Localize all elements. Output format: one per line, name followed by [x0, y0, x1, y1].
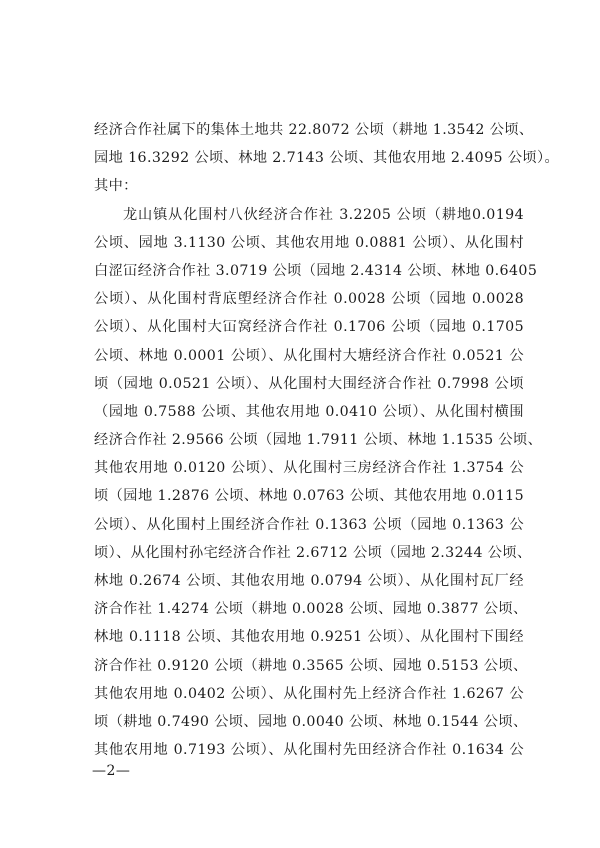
- text-line: 公顷、林地 0.0001 公顷）、从化围村大塘经济合作社 0.0521 公: [94, 347, 524, 364]
- body-text: [94, 116, 560, 764]
- text-line: 公顷）、从化围村大冚窝经济合作社 0.1706 公顷（园地 0.1705: [94, 319, 524, 336]
- text-line: 公顷）、从化围村背底塱经济合作社 0.0028 公顷（园地 0.0028: [94, 291, 524, 308]
- text-line: 公顷、园地 3.1130 公顷、其他农用地 0.0881 公顷）、从化围村: [94, 234, 524, 251]
- text-line: 龙山镇从化围村八伙经济合作社 3.2205 公顷（耕地0.0194: [123, 206, 524, 223]
- text-line: 其他农用地 0.0120 公顷）、从化围村三房经济合作社 1.3754 公: [94, 460, 524, 477]
- text-line: 园地 16.3292 公顷、林地 2.7143 公顷、其他农用地 2.4095 公顷）。: [94, 150, 560, 167]
- text-line: 经济合作社 2.9566 公顷（园地 1.7911 公顷、林地 1.1535 公顷、: [94, 432, 543, 449]
- text-line: 顷（园地 0.0521 公顷）、从化围村大围经济合作社 0.7998 公顷: [94, 375, 524, 392]
- text-line: 其他农用地 0.0402 公顷）、从化围村先上经济合作社 1.6267 公: [94, 685, 524, 702]
- text-line: 顷）、从化围村孙宅经济合作社 2.6712 公顷（园地 2.3244 公顷、: [94, 544, 532, 561]
- text-line: 其他农用地 0.7193 公顷）、从化围村先田经济合作社 0.1634 公: [94, 742, 524, 759]
- text-line: 经济合作社属下的集体土地共 22.8072 公顷（耕地 1.3542 公顷、: [94, 122, 534, 138]
- page-number: —2—: [92, 763, 131, 779]
- text-line: 顷（园地 1.2876 公顷、林地 0.0763 公顷、其他农用地 0.0115: [94, 488, 524, 505]
- text-line: 济合作社 1.4274 公顷（耕地 0.0028 公顷、园地 0.3877 公顷、: [94, 601, 528, 618]
- text-line: 其中：: [94, 178, 138, 195]
- text-line: 济合作社 0.9120 公顷（耕地 0.3565 公顷、园地 0.5153 公顷、: [94, 657, 528, 674]
- text-line: （园地 0.7588 公顷、其他农用地 0.0410 公顷）、从化围村横围: [94, 403, 524, 420]
- text-line: 白涩冚经济合作社 3.0719 公顷（园地 2.4314 公顷、林地 0.6405: [94, 262, 538, 279]
- text-line: 公顷）、从化围村上围经济合作社 0.1363 公顷（园地 0.1363 公: [94, 516, 524, 533]
- text-line: 顷（耕地 0.7490 公顷、园地 0.0040 公顷、林地 0.1544 公顷、: [94, 713, 528, 730]
- text-line: 林地 0.2674 公顷、其他农用地 0.0794 公顷）、从化围村瓦厂经: [94, 573, 524, 589]
- text-line: 林地 0.1118 公顷、其他农用地 0.9251 公顷）、从化围村下围经: [94, 629, 524, 646]
